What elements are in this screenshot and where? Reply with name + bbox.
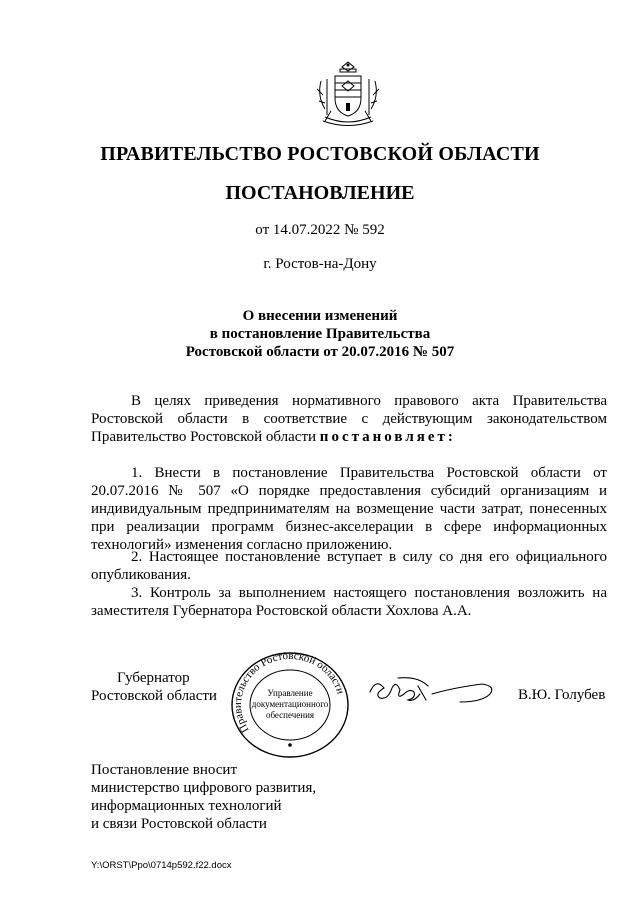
document-subject (0, 307, 640, 361)
stamp-center-line: обеспечения (265, 710, 315, 720)
stamp-dot (288, 743, 292, 747)
subject-line: О внесении изменений (242, 308, 398, 324)
item-2-text: 2. Настоящее постановление вступает в силу со дня его официального опубликования. (91, 549, 607, 583)
item-3-paragraph (91, 584, 607, 620)
submitted-by-block (91, 761, 316, 833)
item-3-text: 3. Контроль за выполнением настоящего постановления возложить на заместителя Губернатора Ростовской области Хохлова А.А. (91, 585, 607, 619)
item-1-paragraph (91, 464, 607, 554)
subject-line: Ростовской области от 20.07.2016 № 507 (185, 344, 455, 360)
file-path-footer: Y:\ORST\Ppo\0714p592.f22.docx (91, 860, 232, 871)
document-date-number: от 14.07.2022 № 592 (255, 222, 385, 238)
preamble-text: В целях приведения нормативного правового акта Правительства Ростовской области в соответствие с действующим законодательством Правительство Ростовской области (91, 393, 607, 445)
submitted-by-line: и связи Ростовской области (91, 816, 267, 832)
signatory-title-line: Ростовской области (91, 688, 217, 704)
coat-of-arms-emblem (313, 59, 383, 131)
preamble-action: постановляет: (319, 429, 456, 445)
submitted-by-line: информационных технологий (91, 798, 282, 814)
handwritten-signature (368, 672, 496, 710)
subject-line: в постановление Правительства (209, 326, 431, 342)
signatory-title-line: Губернатор (117, 670, 190, 686)
stamp-ring-text: Правительство Ростовской области (232, 649, 347, 735)
organization-title: ПРАВИТЕЛЬСТВО РОСТОВСКОЙ ОБЛАСТИ (100, 143, 540, 165)
document-city: г. Ростов-на-Дону (263, 256, 377, 272)
official-stamp (228, 648, 352, 758)
stamp-center-line: Управление (267, 688, 313, 698)
item-2-paragraph (91, 548, 607, 584)
submitted-by-line: министерство цифрового развития, (91, 780, 317, 796)
item-1-text: 1. Внести в постановление Правительства Ростовской области от 20.07.2016 № 507 «О порядке предоставления субсидий организациям и индивидуальным предпринимателям на возмещение части затрат, понесенных при реализации программ бизнес-акселерации в сфере информационных технологий» изменения согласно приложению. (91, 465, 607, 553)
stamp-center-line: документационного (251, 699, 329, 709)
signatory-title (91, 669, 217, 705)
submitted-by-line: Постановление вносит (91, 762, 238, 778)
document-type-heading: ПОСТАНОВЛЕНИЕ (225, 182, 415, 204)
signer-name: В.Ю. Голубев (518, 687, 606, 703)
preamble-paragraph (91, 392, 607, 446)
